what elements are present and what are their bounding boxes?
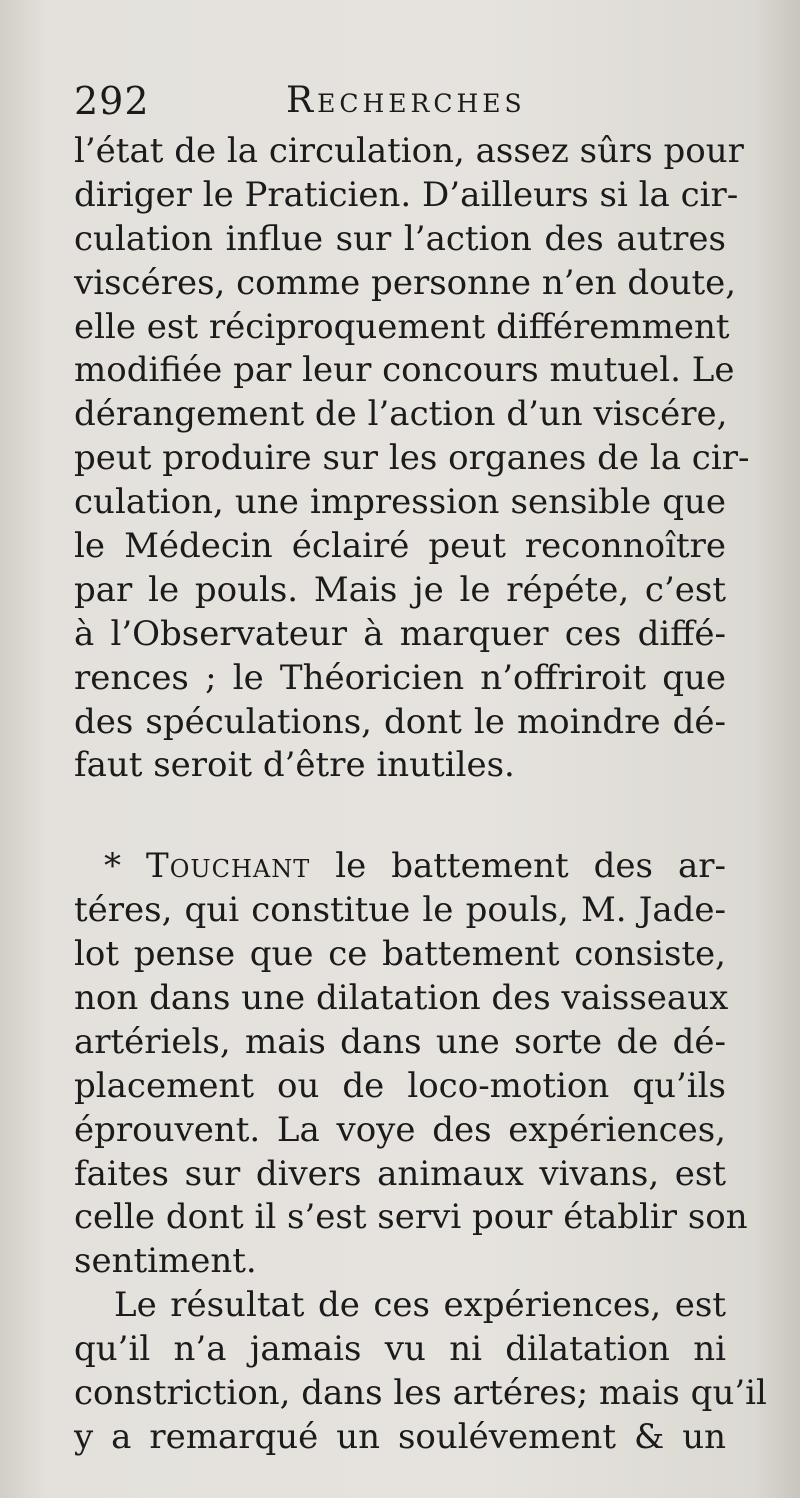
text-line-first xyxy=(74,845,726,889)
text-line: culation, une impression sensible que xyxy=(74,482,726,523)
text-line: artériels, mais dans une sorte de dé- xyxy=(74,1021,726,1062)
text-line: Le résultat de ces expériences, est xyxy=(114,1285,726,1326)
text-line: rences ; le Théoricien n’offriroit que xyxy=(74,657,726,698)
text-line: faites sur divers animaux vivans, est xyxy=(74,1153,726,1194)
text-line: placement ou de loco-motion qu’ils xyxy=(74,1065,726,1106)
text-line: sentiment. xyxy=(74,1241,257,1282)
text-line: à l’Observateur à marquer ces diffé- xyxy=(74,613,726,654)
paragraph-3 xyxy=(74,1284,767,1460)
text-line: téres, qui constitue le pouls, M. Jade- xyxy=(74,890,726,931)
text-line: diriger le Praticien. D’ailleurs si la cir- xyxy=(74,174,739,215)
text-line: par le pouls. Mais je le répéte, c’est xyxy=(74,569,726,610)
text-line: viscéres, comme personne n’en doute, xyxy=(74,262,737,303)
text-line: elle est réciproquement différemment xyxy=(74,306,730,347)
text-line: dérangement de l’action d’un viscére, xyxy=(74,394,728,435)
page-number: 292 xyxy=(74,79,150,123)
asterisk-marker: * xyxy=(104,846,147,887)
text-line: non dans une dilatation des vaisseaux xyxy=(74,978,729,1019)
paragraph-2 xyxy=(74,845,748,1284)
text-line: le Médecin éclairé peut reconnoître xyxy=(74,526,726,567)
body-text xyxy=(74,130,767,1460)
text-line-rest: le battement des ar- xyxy=(310,846,726,887)
paragraph-1 xyxy=(74,130,750,788)
paragraph-gap xyxy=(74,788,726,845)
text-line: culation influe sur l’action des autres xyxy=(74,218,726,259)
text-line: faut seroit d’être inutiles. xyxy=(74,745,515,786)
text-line: peut produire sur les organes de la cir- xyxy=(74,438,750,479)
text-line: l’état de la circulation, assez sûrs pour xyxy=(74,131,744,171)
text-line: lot pense que ce battement consiste, xyxy=(74,934,726,975)
running-head: Recherches xyxy=(286,80,526,121)
text-line: celle dont il s’est servi pour établir son xyxy=(74,1197,748,1238)
text-line: éprouvent. La voye des expériences, xyxy=(74,1109,726,1150)
small-caps-word: Touchant xyxy=(146,846,311,887)
page-header xyxy=(74,76,724,126)
text-line: y a remarqué un soulévement & un xyxy=(74,1416,726,1457)
text-line: qu’il n’a jamais vu ni dilatation ni xyxy=(74,1329,726,1370)
text-line: constriction, dans les artéres; mais qu’il xyxy=(74,1373,767,1414)
text-line: des spéculations, dont le moindre dé- xyxy=(74,701,726,742)
text-line: modifiée par leur concours mutuel. Le xyxy=(74,350,735,391)
